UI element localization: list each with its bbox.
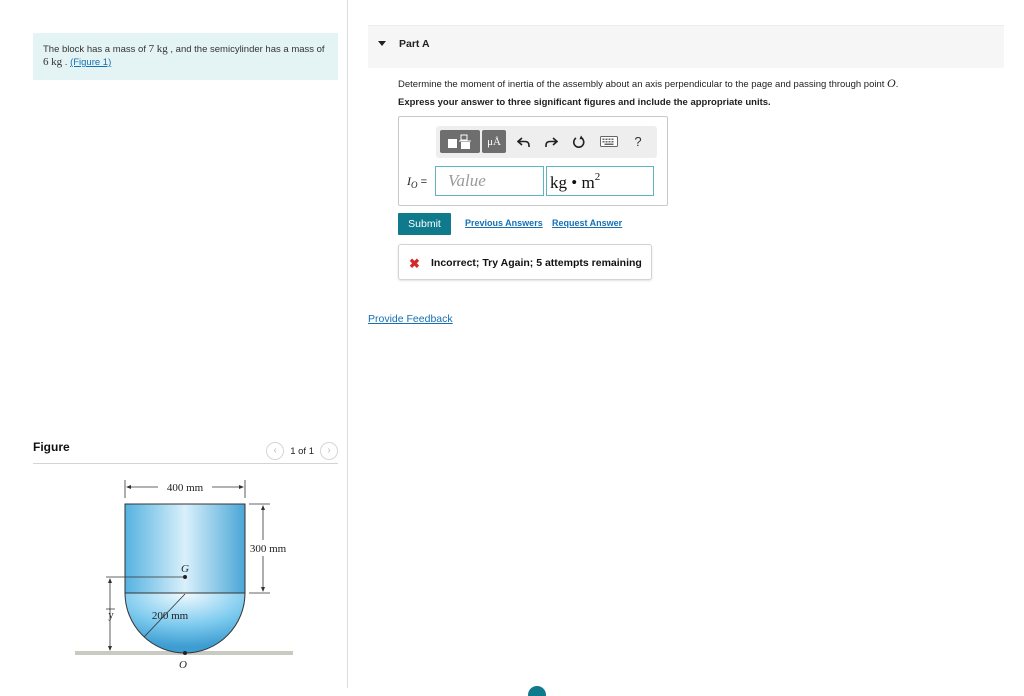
g-label: G [181,563,189,575]
feedback-message-box [398,244,652,280]
pane-divider [347,0,348,688]
undo-button[interactable] [514,130,534,153]
unit-exponent: 2 [594,171,601,183]
templates-button[interactable] [440,130,480,153]
part-title: Part A [399,38,430,50]
undo-icon [517,136,531,148]
problem-text-3: . [64,57,68,68]
prev-figure-button[interactable] [266,442,284,460]
redo-button[interactable] [541,130,561,153]
figure-page-count: 1 of 1 [290,445,314,457]
o-label: O [179,659,187,671]
next-figure-button[interactable] [320,442,338,460]
width-label: 400 mm [166,482,204,494]
figure-link[interactable]: (Figure 1) [70,57,112,68]
answer-label [407,174,427,190]
problem-pane [0,0,347,696]
semicylinder-shape [125,593,245,653]
units-icon: μÅ [487,135,501,148]
answer-symbol: I [407,174,411,188]
figure-pager [266,442,338,460]
unit-kg: kg [156,43,168,55]
problem-text-1: The block has a mass of [43,44,146,55]
unit-kg: kg [51,56,63,68]
answer-subscript: O [411,180,418,191]
ybar-label: y [108,609,114,621]
templates-icon [447,134,473,150]
submit-button[interactable]: Submit [398,213,451,235]
units-input[interactable] [546,166,654,196]
radius-label: 200 mm [151,610,189,622]
error-x-icon: ✖ [409,256,420,271]
reset-icon [572,135,586,149]
answer-instruction: Express your answer to three significant figures and include the appropriate units. [398,97,771,108]
keyboard-icon [600,136,618,147]
redo-icon [544,136,558,148]
collapse-caret-icon[interactable] [378,41,386,46]
reset-button[interactable] [569,130,589,153]
part-a-header[interactable] [368,25,1004,68]
figure-diagram [70,472,310,672]
help-icon: ? [634,134,642,149]
semicylinder-mass: 6 [43,56,49,68]
chevron-right-icon: › [327,445,331,456]
problem-text-2: , and the semicylinder has a mass of [170,44,325,55]
point-label: O [887,76,896,90]
figure-header [33,440,338,464]
feedback-message: Incorrect; Try Again; 5 attempts remaining [431,257,642,269]
math-toolbar [436,126,657,158]
question-text [398,76,898,91]
block-mass: 7 [148,43,155,55]
question-period: . [895,79,899,90]
value-input[interactable]: Value [435,166,544,196]
help-chat-button[interactable] [528,686,546,696]
block-shape [125,504,245,593]
help-button[interactable] [628,130,648,153]
question-body: Determine the moment of inertia of the assembly about an axis perpendicular to the page and passing through point [398,79,885,90]
keyboard-button[interactable] [597,130,621,153]
height-label: 300 mm [249,543,287,555]
problem-statement [33,33,338,80]
units-button[interactable] [482,130,506,153]
previous-answers-link[interactable]: Previous Answers [465,218,543,228]
provide-feedback-link[interactable]: Provide Feedback [368,313,453,325]
request-answer-link[interactable]: Request Answer [552,218,623,228]
equals-sign: = [420,176,427,188]
unit-text: kg • m [550,173,595,192]
chevron-left-icon: ‹ [273,445,277,456]
figure-title: Figure [33,440,70,454]
